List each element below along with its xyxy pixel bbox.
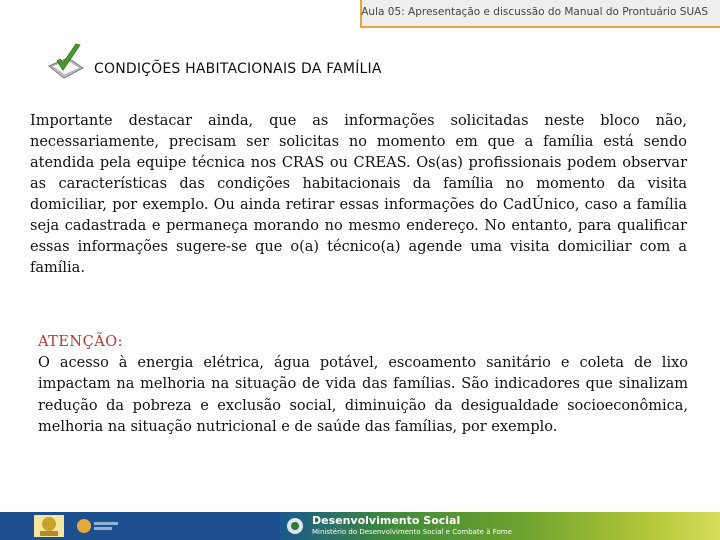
ministry-logo-icon — [286, 517, 304, 535]
header-bar — [360, 0, 720, 28]
header-title: Aula 05: Apresentação e discussão do Manual do Prontuário SUAS — [361, 6, 708, 18]
body-paragraph: Importante destacar ainda, que as informações solicitadas neste bloco não, necessariamente, precisam ser solicitas no momento em que a família está sendo atendida pela equipe técnica nos CRAS ou CREAS. Os(as) profissionais podem observar as características das condições habitacionais da família no momento da visita domiciliar, por exemplo. Ou ainda retirar essas informações do CadÚnico, caso a família seja cadastrada e permaneça morando no mesmo endereço. No entanto, para qualificar essas informações sugere-se que o(a) técnico(a) agende uma visita domiciliar com a família. — [30, 113, 687, 276]
footer-brand-band — [280, 512, 720, 540]
footer-brand-title: Desenvolvimento Social — [312, 514, 461, 527]
footer-brand-subtitle: Ministério do Desenvolvimento Social e Combate à Fome — [312, 528, 512, 536]
section-title: CONDIÇÕES HABITACIONAIS DA FAMÍLIA — [94, 61, 382, 77]
attention-heading: ATENÇÃO: — [38, 334, 123, 350]
suas-logo-icon — [28, 514, 70, 538]
attention-block — [38, 332, 688, 438]
checkmark-icon — [46, 42, 86, 82]
footer-left-band — [0, 512, 280, 540]
attention-text: O acesso à energia elétrica, água potável, escoamento sanitário e coleta de lixo impactam na melhoria na situação de vida das famílias. São indicadores que sinalizam redução da pobreza e exclusão social, diminuição da desigualdade socioeconômica, melhoria na situação nutricional e de saúde das famílias, por exemplo. — [38, 355, 688, 435]
footer — [0, 512, 720, 540]
info-logo-icon — [76, 516, 122, 536]
